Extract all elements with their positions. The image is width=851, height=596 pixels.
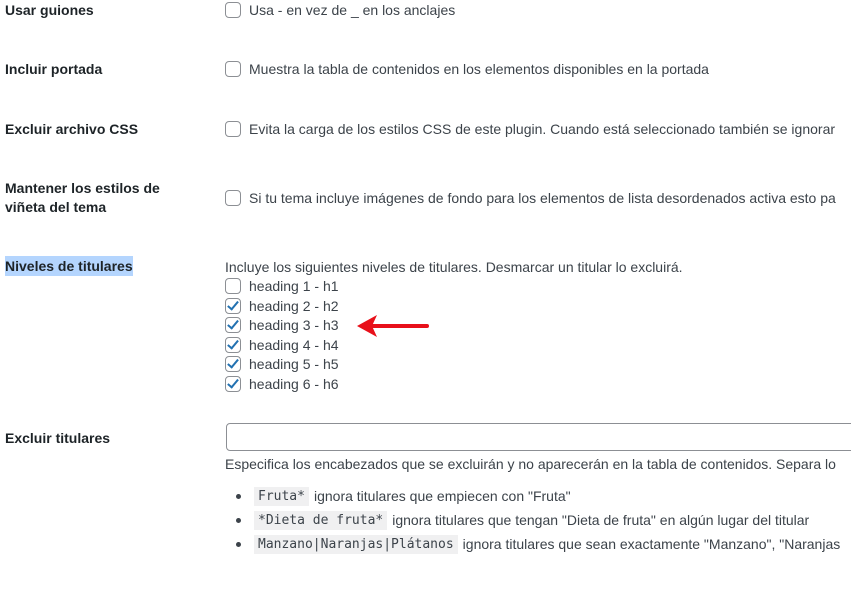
include-homepage-label: Incluir portada [5,61,103,77]
exclude-css-row [225,119,835,139]
exclude-headings-input[interactable] [226,423,851,451]
heading-level-label: heading 2 - h2 [249,298,339,314]
exclude-css-label: Excluir archivo CSS [5,121,139,137]
heading-level-option [225,276,339,296]
use-hyphens-checkbox[interactable] [225,2,241,18]
heading-level-label: heading 1 - h1 [249,278,339,294]
use-hyphens-description: Usa - en vez de _ en los anclajes [249,2,456,18]
heading-level-label: heading 6 - h6 [249,376,339,392]
heading-1-checkbox[interactable] [225,278,241,294]
include-homepage-description: Muestra la tabla de contenidos en los elementos disponibles en la portada [249,61,709,77]
exclude-headings-description: Especifica los encabezados que se excluirán y no aparecerán en la tabla de contenidos. Separa lo [225,456,836,472]
heading-level-option [225,335,339,355]
example-code: Manzano|Naranjas|Plátanos [254,535,458,554]
list-item [225,484,840,508]
include-homepage-checkbox[interactable] [225,61,241,77]
heading-level-label: heading 3 - h3 [249,317,339,333]
heading-level-label: heading 4 - h4 [249,337,339,353]
example-text: ignora titulares que tengan "Dieta de fruta" en algún lugar del titular [392,512,810,528]
heading-level-option [225,296,339,316]
bullet-styles-row [225,188,836,208]
example-text: ignora titulares que empiecen con "Fruta" [313,488,571,504]
exclude-css-description: Evita la carga de los estilos CSS de este plugin. Cuando está seleccionado también se ignorar [249,121,836,137]
heading-2-checkbox[interactable] [225,298,241,314]
include-homepage-row [225,59,709,79]
exclude-examples-list [225,484,840,556]
heading-levels-label: Niveles de titulares [5,258,133,274]
example-code: Fruta* [254,487,309,506]
heading-4-checkbox[interactable] [225,337,241,353]
exclude-headings-label: Excluir titulares [5,430,111,446]
heading-level-option [225,374,339,394]
heading-level-label: heading 5 - h5 [249,356,339,372]
heading-level-option [225,354,339,374]
list-item [225,532,840,556]
example-code: *Dieta de fruta* [254,511,387,530]
heading-levels-description: Incluye los siguientes niveles de titulares. Desmarcar un titular lo excluirá. [225,259,683,275]
heading-level-option [225,315,339,335]
arrow-left-icon [355,311,431,341]
heading-6-checkbox[interactable] [225,376,241,392]
use-hyphens-label: Usar guiones [5,2,94,18]
exclude-css-checkbox[interactable] [225,121,241,137]
heading-3-checkbox[interactable] [225,317,241,333]
list-item [225,508,840,532]
example-text: ignora titulares que sean exactamente "Manzano", "Naranjas [462,536,841,552]
bullet-styles-description: Si tu tema incluye imágenes de fondo para los elementos de lista desordenados activa esto pa [249,190,836,206]
heading-5-checkbox[interactable] [225,356,241,372]
bullet-styles-label-line2: viñeta del tema [5,199,107,215]
bullet-styles-checkbox[interactable] [225,190,241,206]
bullet-styles-label-line1: Mantener los estilos de [5,180,160,196]
use-hyphens-row [225,0,455,20]
